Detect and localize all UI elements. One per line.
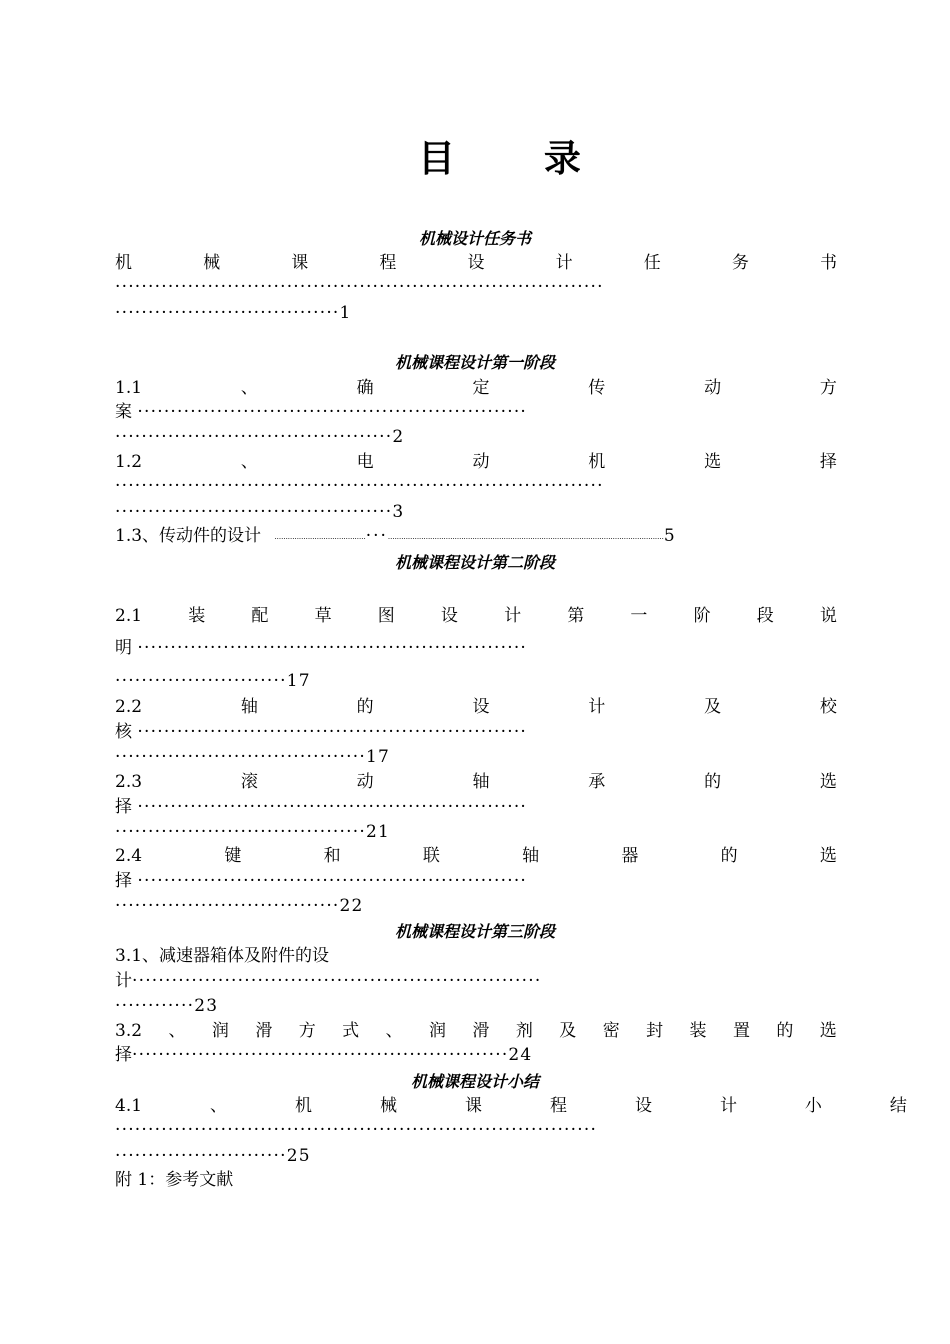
toc-entry-char: 机 [588, 452, 606, 472]
toc-dots: ··························································· [137, 722, 528, 742]
toc-entry-2-3[interactable] [115, 772, 837, 792]
toc-entry-char: 程 [379, 253, 397, 273]
toc-entry-char: 一 [630, 606, 648, 626]
toc-entry-char: 4.1 [115, 1096, 143, 1116]
toc-entry-char: 选 [704, 452, 722, 472]
toc-entry-char: 图 [377, 606, 395, 626]
toc-entry-1-2[interactable] [115, 452, 837, 472]
toc-entry-char: 计 [719, 1096, 737, 1116]
toc-entry-char: 1.1 [115, 378, 143, 398]
toc-lead-char: 择 [115, 871, 132, 891]
toc-entry-char: 轴 [240, 697, 258, 717]
toc-entry-char: 动 [472, 452, 490, 472]
toc-leader-page: ··································22 [115, 896, 364, 916]
toc-entry-char: 定 [472, 378, 490, 398]
toc-dots: ··························································· [137, 871, 528, 891]
toc-leader-page: ············23 [115, 996, 219, 1016]
toc-entry-char: 滚 [240, 772, 258, 792]
toc-entry-char: 电 [356, 452, 374, 472]
toc-entry-char: 择 [819, 452, 837, 472]
toc-entry-char: 密 [602, 1021, 620, 1041]
section-heading: 机械课程设计小结 [410, 1072, 539, 1091]
toc-entry-char: 传 [588, 378, 606, 398]
toc-dots: ·························································24 [132, 1045, 533, 1065]
section-heading: 机械设计任务书 [418, 229, 531, 248]
toc-entry-char: 的 [776, 1021, 794, 1041]
toc-entry-char: 式 [342, 1021, 360, 1041]
toc-entry-char: 及 [559, 1021, 577, 1041]
toc-entry-char: 书 [820, 253, 837, 273]
page-title: 目 录 [418, 137, 619, 180]
toc-entry-char: 小 [804, 1096, 822, 1116]
toc-entry-char: 机 [115, 253, 132, 273]
toc-entry-4-1[interactable] [115, 1096, 907, 1116]
toc-entry-char: 、 [240, 452, 258, 472]
toc-dots: ··························································· [137, 797, 528, 817]
toc-entry-char: 段 [756, 606, 774, 626]
toc-entry-char: 的 [704, 772, 722, 792]
section-heading: 机械课程设计第二阶段 [394, 553, 555, 572]
toc-leader [115, 402, 837, 422]
toc-entry-char: 械 [380, 1096, 397, 1116]
toc-entry-3-2[interactable] [115, 1021, 837, 1041]
toc-entry-char: 器 [621, 846, 639, 866]
toc-entry-char: 轴 [522, 846, 540, 866]
toc-lead-char: 计 [115, 971, 132, 991]
toc-leader: ········································································· [115, 1120, 598, 1140]
toc-entry-char: 动 [704, 378, 722, 398]
toc-entry-char: 选 [819, 1021, 837, 1041]
toc-entry-2-4[interactable] [115, 846, 837, 866]
toc-entry-task[interactable] [115, 253, 837, 273]
toc-entry-char: 结 [889, 1096, 907, 1116]
toc-entry-appendix[interactable]: 附 1：参考文献 [115, 1170, 234, 1190]
toc-entry-char: 轴 [472, 772, 490, 792]
toc-entry-char: 、 [210, 1096, 228, 1116]
toc-entry-char: 确 [356, 378, 374, 398]
toc-entry-char: 配 [251, 606, 269, 626]
toc-entry-char: 剂 [515, 1021, 533, 1041]
toc-entry-char: 润 [429, 1021, 446, 1041]
toc-leader-page: ······································21 [115, 822, 390, 842]
toc-entry-char: 阶 [693, 606, 711, 626]
toc-entry-char: 润 [211, 1021, 229, 1041]
toc-entry-char: 计 [588, 697, 606, 717]
toc-leader-page: ··········································3 [115, 502, 405, 522]
toc-entry-1-3[interactable]: 1.3、传动件的设计 ········································································································································································5 [115, 526, 675, 546]
toc-entry-char: 和 [323, 846, 341, 866]
toc-entry-2-2[interactable] [115, 697, 837, 717]
toc-entry-char: 、 [385, 1021, 403, 1041]
toc-entry-char: 装 [689, 1021, 707, 1041]
toc-entry-char: 置 [732, 1021, 750, 1041]
toc-lead-char: 择 [115, 1045, 132, 1065]
toc-page-number: 5 [663, 526, 675, 546]
toc-lead-char: 核 [115, 722, 132, 742]
toc-leader: ·········································································· [115, 476, 604, 496]
toc-leader [115, 797, 837, 817]
toc-entry-char: 机 [295, 1096, 313, 1116]
toc-leader-page: ··························17 [115, 671, 311, 691]
toc-leader-page: ··································1 [115, 303, 352, 323]
toc-entry-char: 承 [588, 772, 606, 792]
toc-entry-char: 及 [704, 697, 722, 717]
toc-dots: ··························································· [137, 402, 528, 422]
toc-entry-char: 草 [314, 606, 332, 626]
toc-entry-char: 课 [464, 1096, 482, 1116]
toc-entry-char: 2.4 [115, 846, 143, 866]
toc-leader [115, 1045, 855, 1065]
toc-entry-char: 方 [298, 1021, 316, 1041]
toc-entry-char: 2.2 [115, 697, 143, 717]
toc-entry-char: 联 [422, 846, 440, 866]
toc-entry-char: 选 [819, 772, 837, 792]
toc-leader-page: ······································17 [115, 747, 390, 767]
toc-entry-3-1[interactable]: 3.1、减速器箱体及附件的设 [115, 946, 330, 966]
toc-entry-char: 键 [224, 846, 242, 866]
toc-leader-page: ··························25 [115, 1146, 311, 1166]
section-heading: 机械课程设计第一阶段 [394, 353, 555, 372]
toc-entry-char: 方 [819, 378, 837, 398]
toc-entry-char: 务 [731, 253, 749, 273]
toc-entry-2-1[interactable] [115, 606, 837, 626]
toc-entry-char: 设 [467, 253, 485, 273]
toc-entry-char: 说 [819, 606, 837, 626]
toc-entry-char: 1.2 [115, 452, 143, 472]
toc-entry-char: 校 [819, 697, 837, 717]
toc-entry-text: 1.3、传动件的设计 [115, 526, 262, 546]
toc-dots: ······························································ [132, 971, 542, 991]
toc-leader [115, 722, 837, 742]
toc-entry-char: 的 [720, 846, 738, 866]
toc-entry-char: 程 [549, 1096, 567, 1116]
toc-entry-char: 计 [555, 253, 573, 273]
toc-entry-char: 3.2 [115, 1021, 143, 1041]
toc-entry-char: 动 [356, 772, 374, 792]
toc-entry-char: 械 [203, 253, 221, 273]
toc-entry-char: 滑 [255, 1021, 273, 1041]
toc-entry-char: 任 [643, 253, 661, 273]
toc-leader-page: ··········································2 [115, 427, 405, 447]
toc-entry-char: 2.1 [115, 606, 143, 626]
toc-dots: ··························································· [137, 638, 528, 658]
section-heading: 机械课程设计第三阶段 [394, 922, 555, 941]
toc-lead-char: 案 [115, 402, 132, 422]
toc-lead-char: 择 [115, 797, 132, 817]
toc-entry-char: 第 [567, 606, 585, 626]
toc-entry-1-1[interactable] [115, 378, 837, 398]
toc-entry-char: 设 [472, 697, 490, 717]
toc-entry-char: 、 [168, 1021, 186, 1041]
toc-entry-char: 2.3 [115, 772, 143, 792]
toc-entry-char: 设 [440, 606, 458, 626]
toc-entry-char: 选 [819, 846, 837, 866]
toc-entry-char: 封 [646, 1021, 664, 1041]
toc-entry-char: 课 [291, 253, 309, 273]
toc-lead-char: 明 [115, 638, 132, 658]
toc-entry-char: 滑 [472, 1021, 490, 1041]
toc-entry-char: 装 [188, 606, 206, 626]
toc-leader [115, 871, 837, 891]
toc-entry-char: 设 [634, 1096, 652, 1116]
toc-entry-char: 的 [356, 697, 374, 717]
toc-entry-char: 计 [504, 606, 522, 626]
toc-leader: ·········································································· [115, 277, 604, 297]
toc-entry-char: 、 [240, 378, 258, 398]
toc-leader [115, 638, 837, 658]
toc-leader [115, 971, 875, 991]
